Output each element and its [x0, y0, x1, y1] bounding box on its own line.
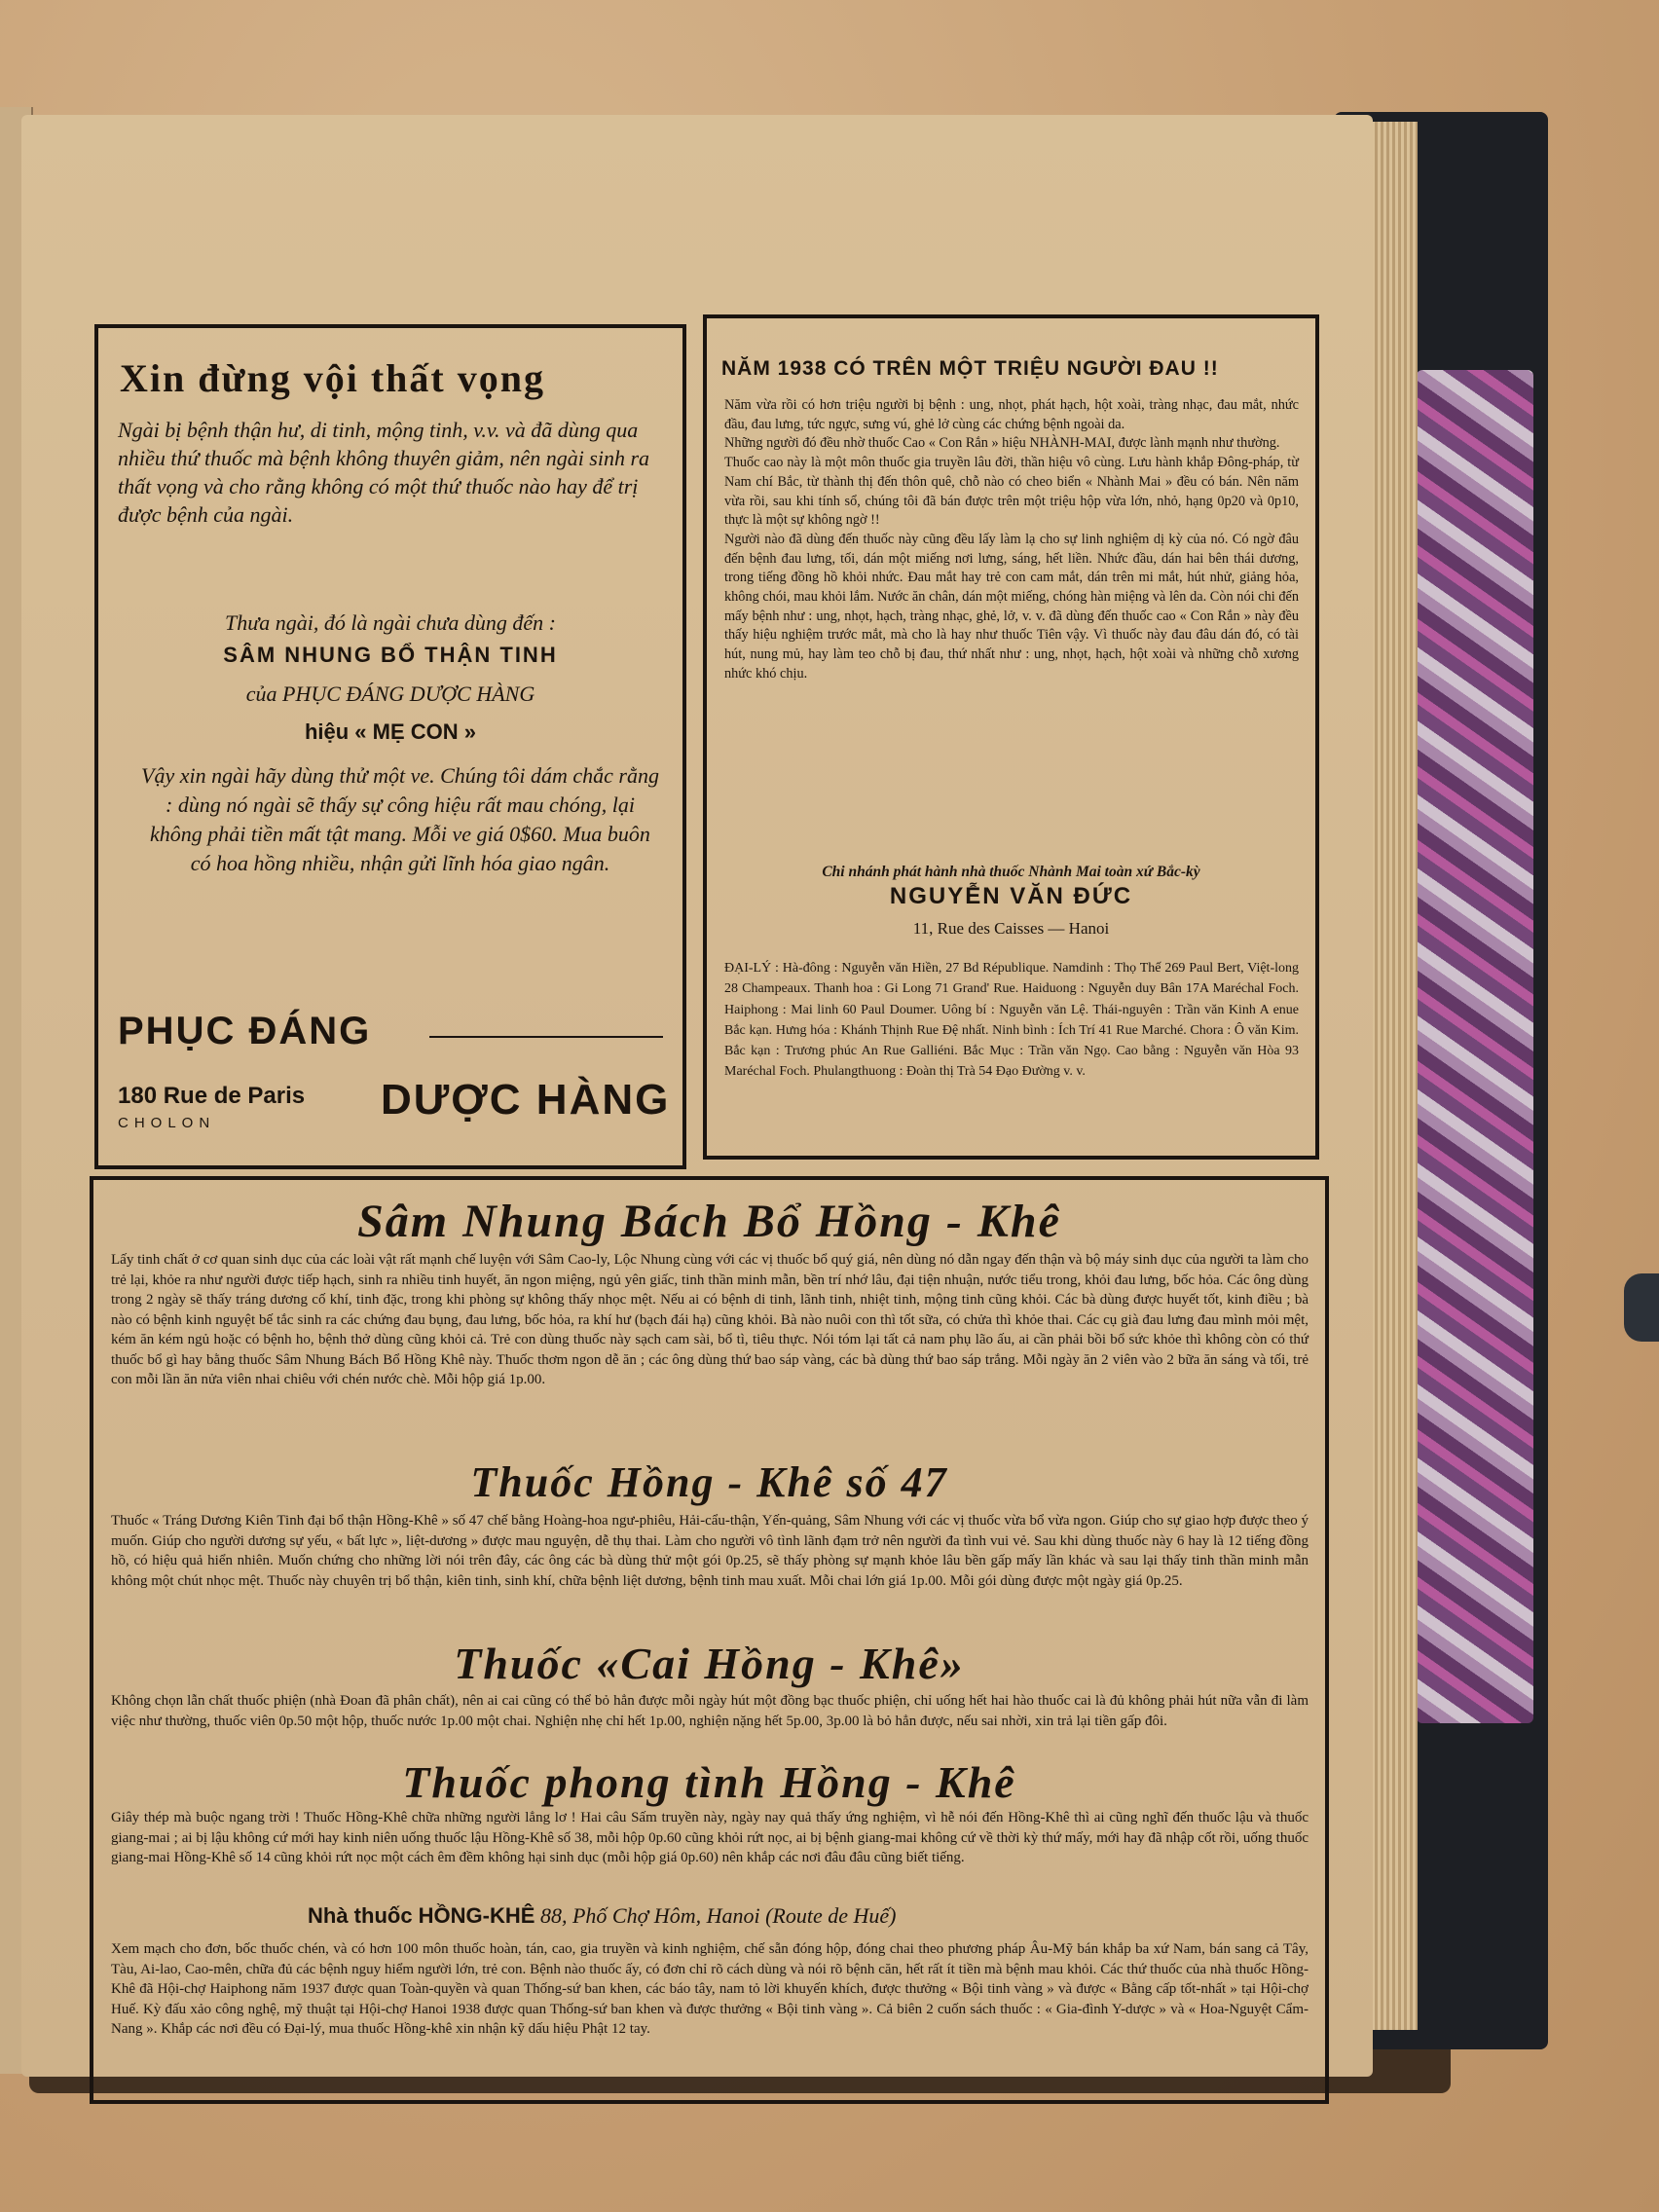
ad1-body: Vậy xin ngài hãy dùng thử một ve. Chúng tôi dám chắc rằng : dùng nó ngài sẽ thấy sự công hiệu rất mau chóng, lại không phải tiền mất tật mang. Mỗi ve giá 0$60. Mua buôn có hoa hồng nhiều, nhận gửi lĩnh hóa giao ngân. [141, 763, 659, 875]
ad1-maker: của PHỤC ĐÁNG DƯỢC HÀNG [245, 682, 535, 706]
ad1-brand-bottom: DƯỢC HÀNG [381, 1076, 671, 1124]
ad1-address: 180 Rue de Paris [118, 1083, 306, 1109]
ad1-title: Xin đừng vội thất vọng [120, 356, 545, 400]
ad1-line1: Thưa ngài, đó là ngài chưa dùng đến : [225, 610, 556, 635]
ad3-shop-line [308, 1903, 896, 1929]
ad1-brand-mark: hiệu « MẸ CON » [304, 719, 477, 744]
ad3-text-4: Giây thép mà buộc ngang trời ! Thuốc Hồng-Khê chữa những người lẳng lơ ! Hai câu Sấm truyền này, ngày nay quả thấy ứng nghiệm, vì hễ nói đến Hồng-Khê thì ai cũng nghĩ đến thuốc lậu và thuốc giang-mai ; ai bị lậu không cứ mới hay kinh niên uống thuốc lậu Hồng-Khê số 38, mỗi hộp 0p.60 cũng khỏi rứt nọc, ai bị bệnh giang-mai không cứ về thời kỳ thứ mấy, mới hay đã nhập cốt rồi, uống thuốc giang-mai Hồng-Khê số 14 cũng khỏi rứt nọc một cách êm đềm không hại sinh dục (mỗi hộp giá 0p.60) nên khắp các nơi đâu đâu cũng biết tiếng. [111, 1810, 1309, 1865]
marbled-endpaper [1417, 370, 1533, 1723]
ad3-text-2: Thuốc « Tráng Dương Kiên Tinh đại bổ thận Hồng-Khê » số 47 chế bằng Hoàng-hoa ngư-phiêu, Hải-cẩu-thận, Yến-quảng, Sâm Nhung với các vị thuốc vừa bổ vừa ngon. Giúp cho sự giao hợp được theo ý muốn. Giúp cho người dương sự yếu, « bất lực », liệt-dương » được mau nguyện, dễ thụ thai. Làm cho người vô tình lãnh đạm trở nên người đa tình vui vẻ. Sau khi dùng thuốc này 6 hay là 12 tiếng đồng hồ, có hiệu quả hiển nhiên. Muốn chứng cho những lời nói trên đây, các ông các bà dùng thử một gói 0p.25, sẽ thấy phòng sự mạnh khỏe lâu bền gấp mấy lần khác và sau lại thấy tinh thần minh mẫn không một chút nhọc mệt. Thuốc này chuyên trị bổ thận, kiên tinh, sinh khí, chữa bệnh liệt dương, bệnh tinh mau xuất. Mỗi chai lớn giá 1p.00. Mỗi gói dùng được một ngày giá 0p.25. [111, 1513, 1309, 1589]
ad-nhanh-mai [703, 314, 1319, 1160]
ad1-product: SÂM NHUNG BỔ THẬN TINH [223, 643, 558, 667]
ad3-text-1: Lấy tinh chất ở cơ quan sinh dục của các loài vật rất mạnh chế luyện với Sâm Cao-ly, Lộc Nhung cùng với các vị thuốc bổ quý giá, nên dùng nó dẫn ngay đến thận và bộ máy sinh dục của người ta làm cho trẻ lại, khỏe ra như người được tiếp hạch, sinh ra nhiều tinh huyết, ăn ngon miệng, ngủ yên giấc, tinh thần minh mẫn, bền trí nhớ lâu, đại tiện nhuận, nước tiểu trong, khỏi đau lưng, bốc hỏa. Các ông dùng trong 2 ngày sẽ thấy tráng dương cố khí, tinh đặc, trong khi phòng sự không thấy nhọc mệt. Nếu ai có bệnh di tinh, lãnh tinh, nhiệt tinh, mộng tinh cũng khỏi. Các bà dùng được huyết tốt, kinh điều ; bà nào có bệnh kinh nguyệt bế tắc sinh ra các chứng đau bụng, đau lưng, bốc hỏa, ra khí hư (bạch đái hạ) cũng khỏi. Bà nào nuôi con thì tốt sữa, có chửa thì khỏe thai. Các cụ già đau lưng đau mình mỏi mệt, kém ăn kém ngủ hoặc có bệnh ho, bệnh thở dùng cũng khỏi cả. Trẻ con dùng thuốc này sạch cam sài, bổ tì, tiêu thực. Nói tóm lại tất cả nam phụ lão ấu, ai cần phải bồi bổ sức khỏe thì không còn có thứ thuốc bổ gì hay bằng thuốc Sâm Nhung Bách Bổ Hồng Khê này. Thuốc thơm ngon dễ ăn ; các ông dùng thứ bao sáp vàng, các bà dùng thứ bao sáp trắng. Mỗi ngày ăn 2 viên vào 2 bữa ăn sáng và tối, trẻ con mỗi lần ăn nửa viên nhai chiêu với chén nước chè. Mỗi hộp giá 1p.00. [111, 1252, 1309, 1387]
ad2-paragraph: Những người đó đều nhờ thuốc Cao « Con Rắn » hiệu NHÀNH-MAI, được lành mạnh như thường. [724, 435, 1280, 452]
ad2-paragraph: Năm vừa rồi có hơn triệu người bị bệnh : ung, nhọt, phát hạch, hột xoài, tràng nhạc, đau mắt, nhức đầu, đau lưng, tức ngực, sưng vú, ghẻ lở cùng các chứng bệnh ngoài da. [724, 397, 1299, 432]
newspaper-page [21, 115, 1373, 2077]
ad-hong-khe [90, 1176, 1329, 2104]
ad3-heading-3: Thuốc «Cai Hồng - Khê» [454, 1639, 965, 1688]
ad2-body [724, 396, 1299, 684]
ad2-title: NĂM 1938 CÓ TRÊN MỘT TRIỆU NGƯỜI ĐAU !! [721, 357, 1219, 380]
ad2-name: NGUYỄN VĂN ĐỨC [889, 883, 1133, 909]
ad3-text-3: Không chọn lẫn chất thuốc phiện (nhà Đoan đã phân chất), nên ai cai cũng có thể bỏ hẳn được mỗi ngày hút một đồng bạc thuốc phiện, chỉ uống hết hai hào thuốc cai là đủ không phải hút nữa vẫn đi làm việc như thường, thuốc viên 0p.50 một hộp, thuốc nước 1p.00 một chai. Nghiện nhẹ chỉ hết 1p.00, nghiện nặng hết 5p.00, 3p.00 là bỏ hẳn được, nếu sai nhời, xin trả lại tiền gấp đôi. [111, 1693, 1309, 1729]
ad1-city: CHOLON [118, 1115, 216, 1131]
ad2-paragraph: Người nào đã dùng đến thuốc này cũng đều lấy làm lạ cho sự linh nghiệm dị kỳ của nó. Có ngờ đâu đến bệnh đau lưng, tối, dán một miếng nơi lưng, sáng, hết liền. Nhức đầu, dán hai bên thái dương, trong tiếng đồng hồ khỏi nhức. Đau mắt hay trẻ con cam mắt, dán trên mi mắt, hút nhử, giảng hỏa, không chói, mau khỏi lắm. Nước ăn chân, dán một miếng, chóng hàn miệng và lên da. Còn nói chi đến mấy bệnh như : ung, nhọt, hạch, tràng nhạc, ghẻ, lở, v. v. đã dùng đến thuốc cao « Con Rắn » này đều thấy hiệu nghiệm trước mắt, mà cho là hay như thuốc Tiên vậy. Vì thuốc này đau đâu dán đó, có tài hút, nung mủ, hay làm teo chỗ bị đau, thứ nhất như : ung, nhọt, hạch, hột xoài và những chỗ xương nhức khó chịu. [724, 531, 1299, 682]
ad1-intro: Ngài bị bệnh thận hư, di tinh, mộng tinh, v.v. và đã dùng qua nhiều thứ thuốc mà bệnh không thuyên giảm, nên ngài sinh ra thất vọng và cho rằng không có một thứ thuốc nào hay để trị được bệnh của ngài. [118, 418, 650, 527]
ad2-branch: Chi nhánh phát hành nhà thuốc Nhành Mai toàn xứ Bắc-kỳ [822, 864, 1200, 880]
ad3-heading-2: Thuốc Hồng - Khê số 47 [470, 1458, 948, 1506]
ad2-agents: ĐẠI-LÝ : Hà-đông : Nguyễn văn Hiền, 27 Bd République. Namdinh : Thọ Thế 269 Paul Bert, Việt-long 28 Champeaux. Thanh hoa : Gi Long 71 Grand' Rue. Haiduong : Nguyễn duy Bân 17A Maréchal Foch. Haiphong : Mai linh 60 Paul Doumer. Uông bí : Nguyễn văn Lệ. Thái-nguyên : Trần văn Kinh A enue Bắc kạn. Hưng hóa : Khánh Thịnh Rue Đệ nhất. Ninh bình : Ích Trí 41 Rue Marché. Chora : Ô văn Kim. Bắc kạn : Trương phúc An Rue Galliéni. Bắc Mục : Trần văn Ngọ. Cao bằng : Nguyễn văn Hòa 93 Maréchal Foch. Phulangthuong : Đoàn thị Trà 54 Đạo Đường v. v. [724, 961, 1299, 1080]
ad2-address: 11, Rue des Caisses — Hanoi [912, 919, 1110, 938]
ad3-shop-address: 88, Phố Chợ Hôm, Hanoi (Route de Huế) [539, 1903, 897, 1928]
ad1-rule [429, 1036, 663, 1038]
ad-sam-nhung-bo-than [94, 324, 686, 1169]
ad3-heading-4: Thuốc phong tình Hồng - Khê [402, 1757, 1016, 1807]
book-clasp [1624, 1273, 1659, 1342]
ad3-text-5: Xem mạch cho đơn, bốc thuốc chén, và có hơn 100 môn thuốc hoàn, tán, cao, gia truyền và kinh nghiệm, chế sẵn đóng hộp, đóng chai theo phương pháp Âu-Mỹ bán khắp ba xứ Nam, bán sang cả Tây, Tàu, Ai-lao, Cao-mên, chữa đủ các bệnh nguy hiểm người lớn, trẻ con. Bệnh nào thuốc ấy, có đơn chỉ rõ cách dùng và nói rõ bệnh căn, hết rất ít tiền mà bệnh mau khỏi. Các thứ thuốc của nhà thuốc Hồng-Khê đã Hội-chợ Haiphong năm 1937 được quan Toàn-quyền và quan Thống-sứ ban khen, các báo tây, nam tỏ lời khuyến khích, được thưởng « Bội tinh vàng » và được « Bằng cấp tốt-nhất » tại Hội-chợ Huế. Kỳ đấu xảo công nghệ, mỹ thuật tại Hội-chợ Hanoi 1938 được quan Thống-sứ ban khen và được thưởng « Bội tinh vàng ». Cả biên 2 cuốn sách thuốc : « Gia-đình Y-dược » và « Hoa-Nguyệt Cẩm-Nang ». Khắp các nơi đều có Đại-lý, mua thuốc Hồng-khê xin nhận kỹ dấu hiệu Phật 12 tay. [111, 1941, 1309, 2037]
ad3-heading-1: Sâm Nhung Bách Bổ Hồng - Khê [357, 1196, 1061, 1247]
ad2-paragraph: Thuốc cao này là một môn thuốc gia truyền lâu đời, thần hiệu vô cùng. Lưu hành khắp Đông-pháp, từ Nam chí Bắc, từ thành thị đến thôn quê, chỗ nào có cheo biển « Nhành Mai » đều có bán. Nên năm vừa rồi, sau khi tính sổ, chúng tôi đã bán được trên một triệu hộp vừa lớn, nhỏ, hạng 0p20 và 0p10, thực là một sự không ngờ !! [724, 455, 1299, 529]
ad1-brand-top: PHỤC ĐÁNG [118, 1010, 372, 1052]
ad3-shop-name: Nhà thuốc HỒNG-KHÊ [308, 1903, 535, 1928]
